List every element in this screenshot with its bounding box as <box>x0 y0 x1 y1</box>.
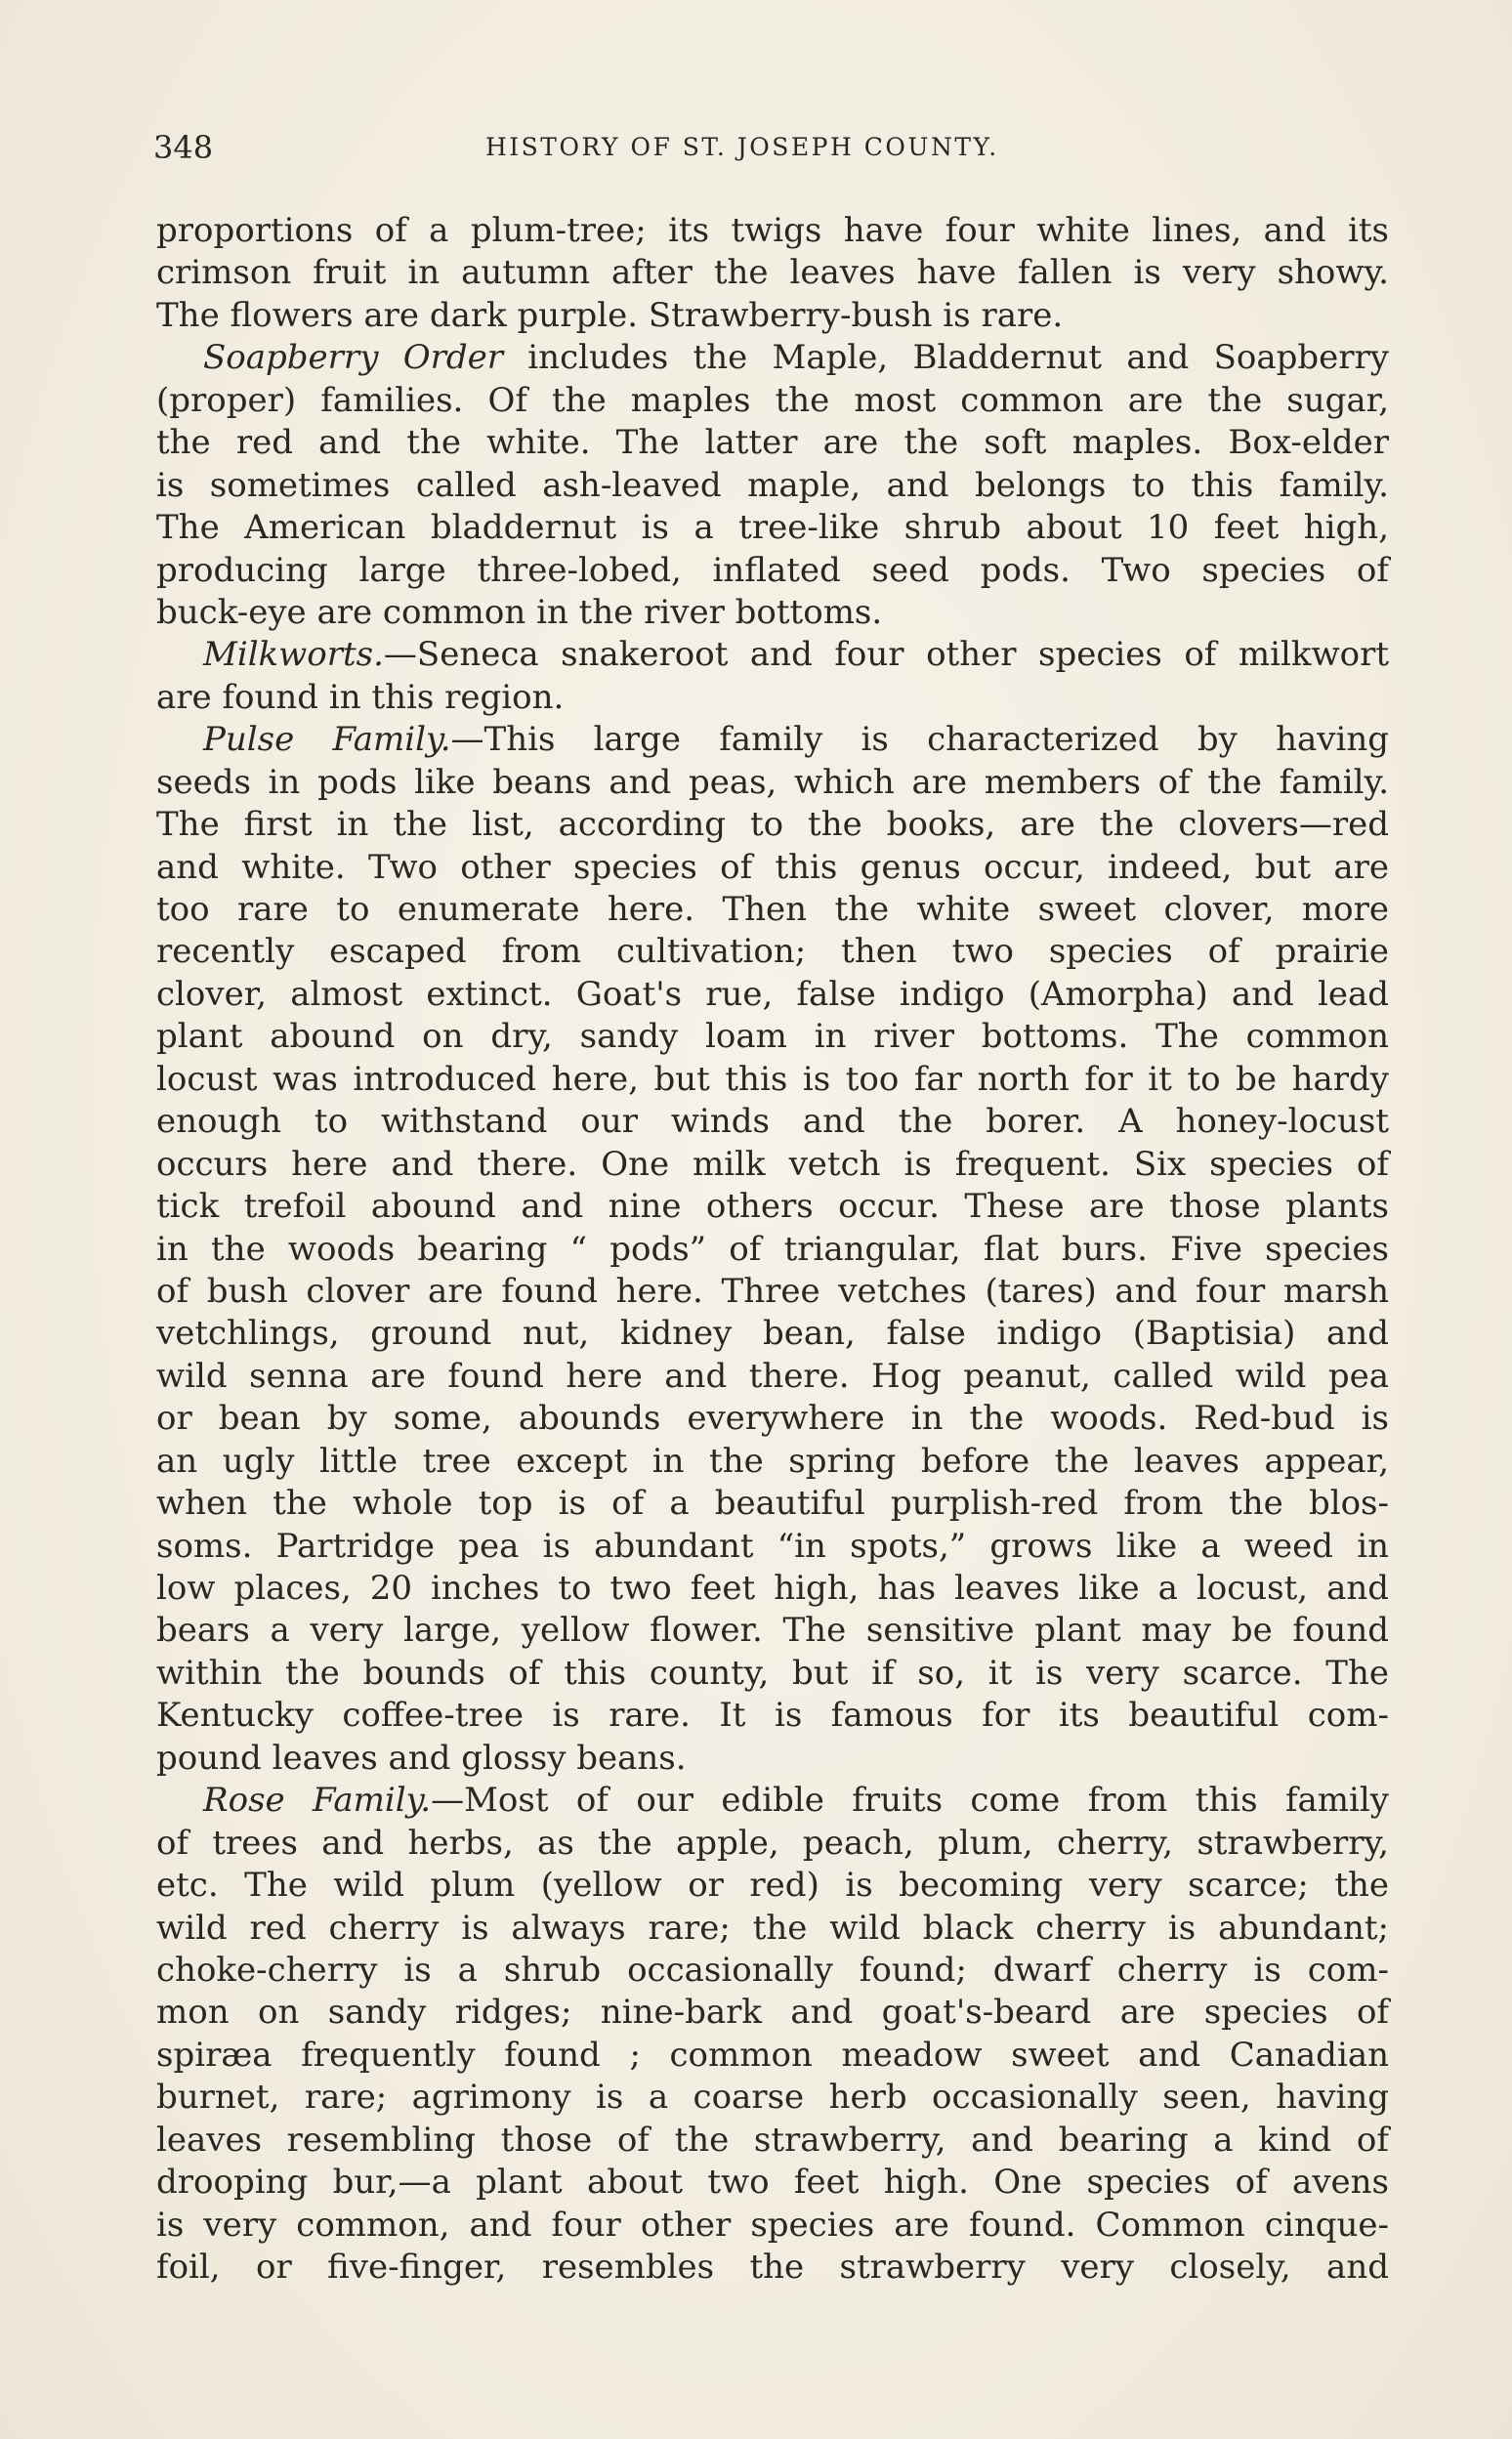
text-line: in the woods bearing “ pods” of triangular, flat burs. Five species <box>156 1229 1389 1269</box>
section-term-soapberry-order: Soapberry Order <box>203 338 503 378</box>
text-line: of bush clover are found here. Three vetches (tares) and four marsh <box>156 1271 1389 1311</box>
text-line: etc. The wild plum (yellow or red) is becoming very scarce; the <box>156 1866 1389 1906</box>
text-line: Milkworts.—Seneca snakeroot and four other species of milkwort <box>203 635 1389 675</box>
text-line: locust was introduced here, but this is too far north for it to be hardy <box>156 1059 1389 1099</box>
text-line: recently escaped from cultivation; then two species of prairie <box>156 932 1389 972</box>
text-line: within the bounds of this county, but if so, it is very scarce. The <box>156 1653 1389 1693</box>
text-line: pound leaves and glossy beans. <box>156 1738 687 1778</box>
running-head <box>153 129 1384 168</box>
section-term-rose-family: Rose Family. <box>203 1781 432 1821</box>
text-line: and white. Two other species of this genus occur, indeed, but are <box>156 847 1389 887</box>
text-line: mon on sandy ridges; nine-bark and goat's-beard are species of <box>156 1993 1389 2033</box>
text-line: producing large three-lobed, inflated seed pods. Two species of <box>156 550 1389 590</box>
text-line: occurs here and there. One milk vetch is frequent. Six species of <box>156 1144 1389 1184</box>
text-line: The first in the list, according to the books, are the clovers—red <box>156 805 1389 845</box>
text-line: an ugly little tree except in the spring before the leaves appear, <box>156 1441 1389 1481</box>
text-line: low places, 20 inches to two feet high, has leaves like a locust, and <box>156 1569 1389 1608</box>
text-line: crimson fruit in autumn after the leaves have fallen is very showy. <box>156 253 1389 293</box>
text-line: drooping bur,—a plant about two feet high. One species of avens <box>156 2163 1389 2203</box>
text-line: wild senna are found here and there. Hog peanut, called wild pea <box>156 1356 1389 1396</box>
text-line: when the whole top is of a beautiful purplish-red from the blos- <box>156 1484 1389 1524</box>
section-term-milkworts: Milkworts. <box>203 635 384 675</box>
text-line: The American bladdernut is a tree-like shrub about 10 feet high, <box>156 508 1389 548</box>
text-line: proportions of a plum-tree; its twigs have four white lines, and its <box>156 211 1389 250</box>
text-line: (proper) families. Of the maples the most common are the sugar, <box>156 380 1389 420</box>
text-line: Soapberry Order includes the Maple, Bladdernut and Soapberry <box>203 338 1389 378</box>
text-line: foil, or five-finger, resembles the strawberry very closely, and <box>156 2248 1389 2287</box>
text-line: tick trefoil abound and nine others occur. These are those plants <box>156 1187 1389 1227</box>
text-line: Kentucky coffee-tree is rare. It is famous for its beautiful com- <box>156 1696 1389 1736</box>
text-line: soms. Partridge pea is abundant “in spots,” grows like a weed in <box>156 1526 1389 1566</box>
text-line: choke-cherry is a shrub occasionally found; dwarf cherry is com- <box>156 1950 1389 1990</box>
text-line: or bean by some, abounds everywhere in the woods. Red-bud is <box>156 1399 1389 1439</box>
page-number: 348 <box>153 129 214 166</box>
text-line: spiræa frequently found ; common meadow sweet and Canadian <box>156 2035 1389 2075</box>
text-line: buck-eye are common in the river bottoms. <box>156 592 883 632</box>
text-line: Pulse Family.—This large family is characterized by having <box>203 720 1389 760</box>
text-line: bears a very large, yellow flower. The sensitive plant may be found <box>156 1611 1389 1651</box>
text-line: wild red cherry is always rare; the wild black cherry is abundant; <box>156 1908 1389 1948</box>
text-line: vetchlings, ground nut, kidney bean, false indigo (Baptisia) and <box>156 1314 1389 1354</box>
text-line: is very common, and four other species are found. Common cinque- <box>156 2205 1389 2245</box>
text-line: the red and the white. The latter are the soft maples. Box-elder <box>156 423 1389 463</box>
text-line: are found in this region. <box>156 677 565 717</box>
text-line: The flowers are dark purple. Strawberry-bush is rare. <box>156 295 1064 335</box>
text-line: of trees and herbs, as the apple, peach, plum, cherry, strawberry, <box>156 1823 1389 1863</box>
text-line: burnet, rare; agrimony is a coarse herb occasionally seen, having <box>156 2078 1389 2118</box>
text-line: Rose Family.—Most of our edible fruits come from this family <box>203 1781 1389 1821</box>
text-line: leaves resembling those of the strawberry, and bearing a kind of <box>156 2120 1389 2160</box>
text-line: seeds in pods like beans and peas, which are members of the family. <box>156 762 1389 802</box>
text-line: enough to withstand our winds and the borer. A honey-locust <box>156 1102 1389 1142</box>
text-line: too rare to enumerate here. Then the white sweet clover, more <box>156 890 1389 929</box>
text-line: is sometimes called ash-leaved maple, and belongs to this family. <box>156 465 1389 505</box>
text-line: plant abound on dry, sandy loam in river bottoms. The common <box>156 1017 1389 1057</box>
section-term-pulse-family: Pulse Family. <box>203 720 451 760</box>
header-title: HISTORY OF ST. JOSEPH COUNTY. <box>485 133 999 161</box>
body-text <box>156 210 1389 2289</box>
text-line: clover, almost extinct. Goat's rue, false indigo (Amorpha) and lead <box>156 974 1389 1014</box>
